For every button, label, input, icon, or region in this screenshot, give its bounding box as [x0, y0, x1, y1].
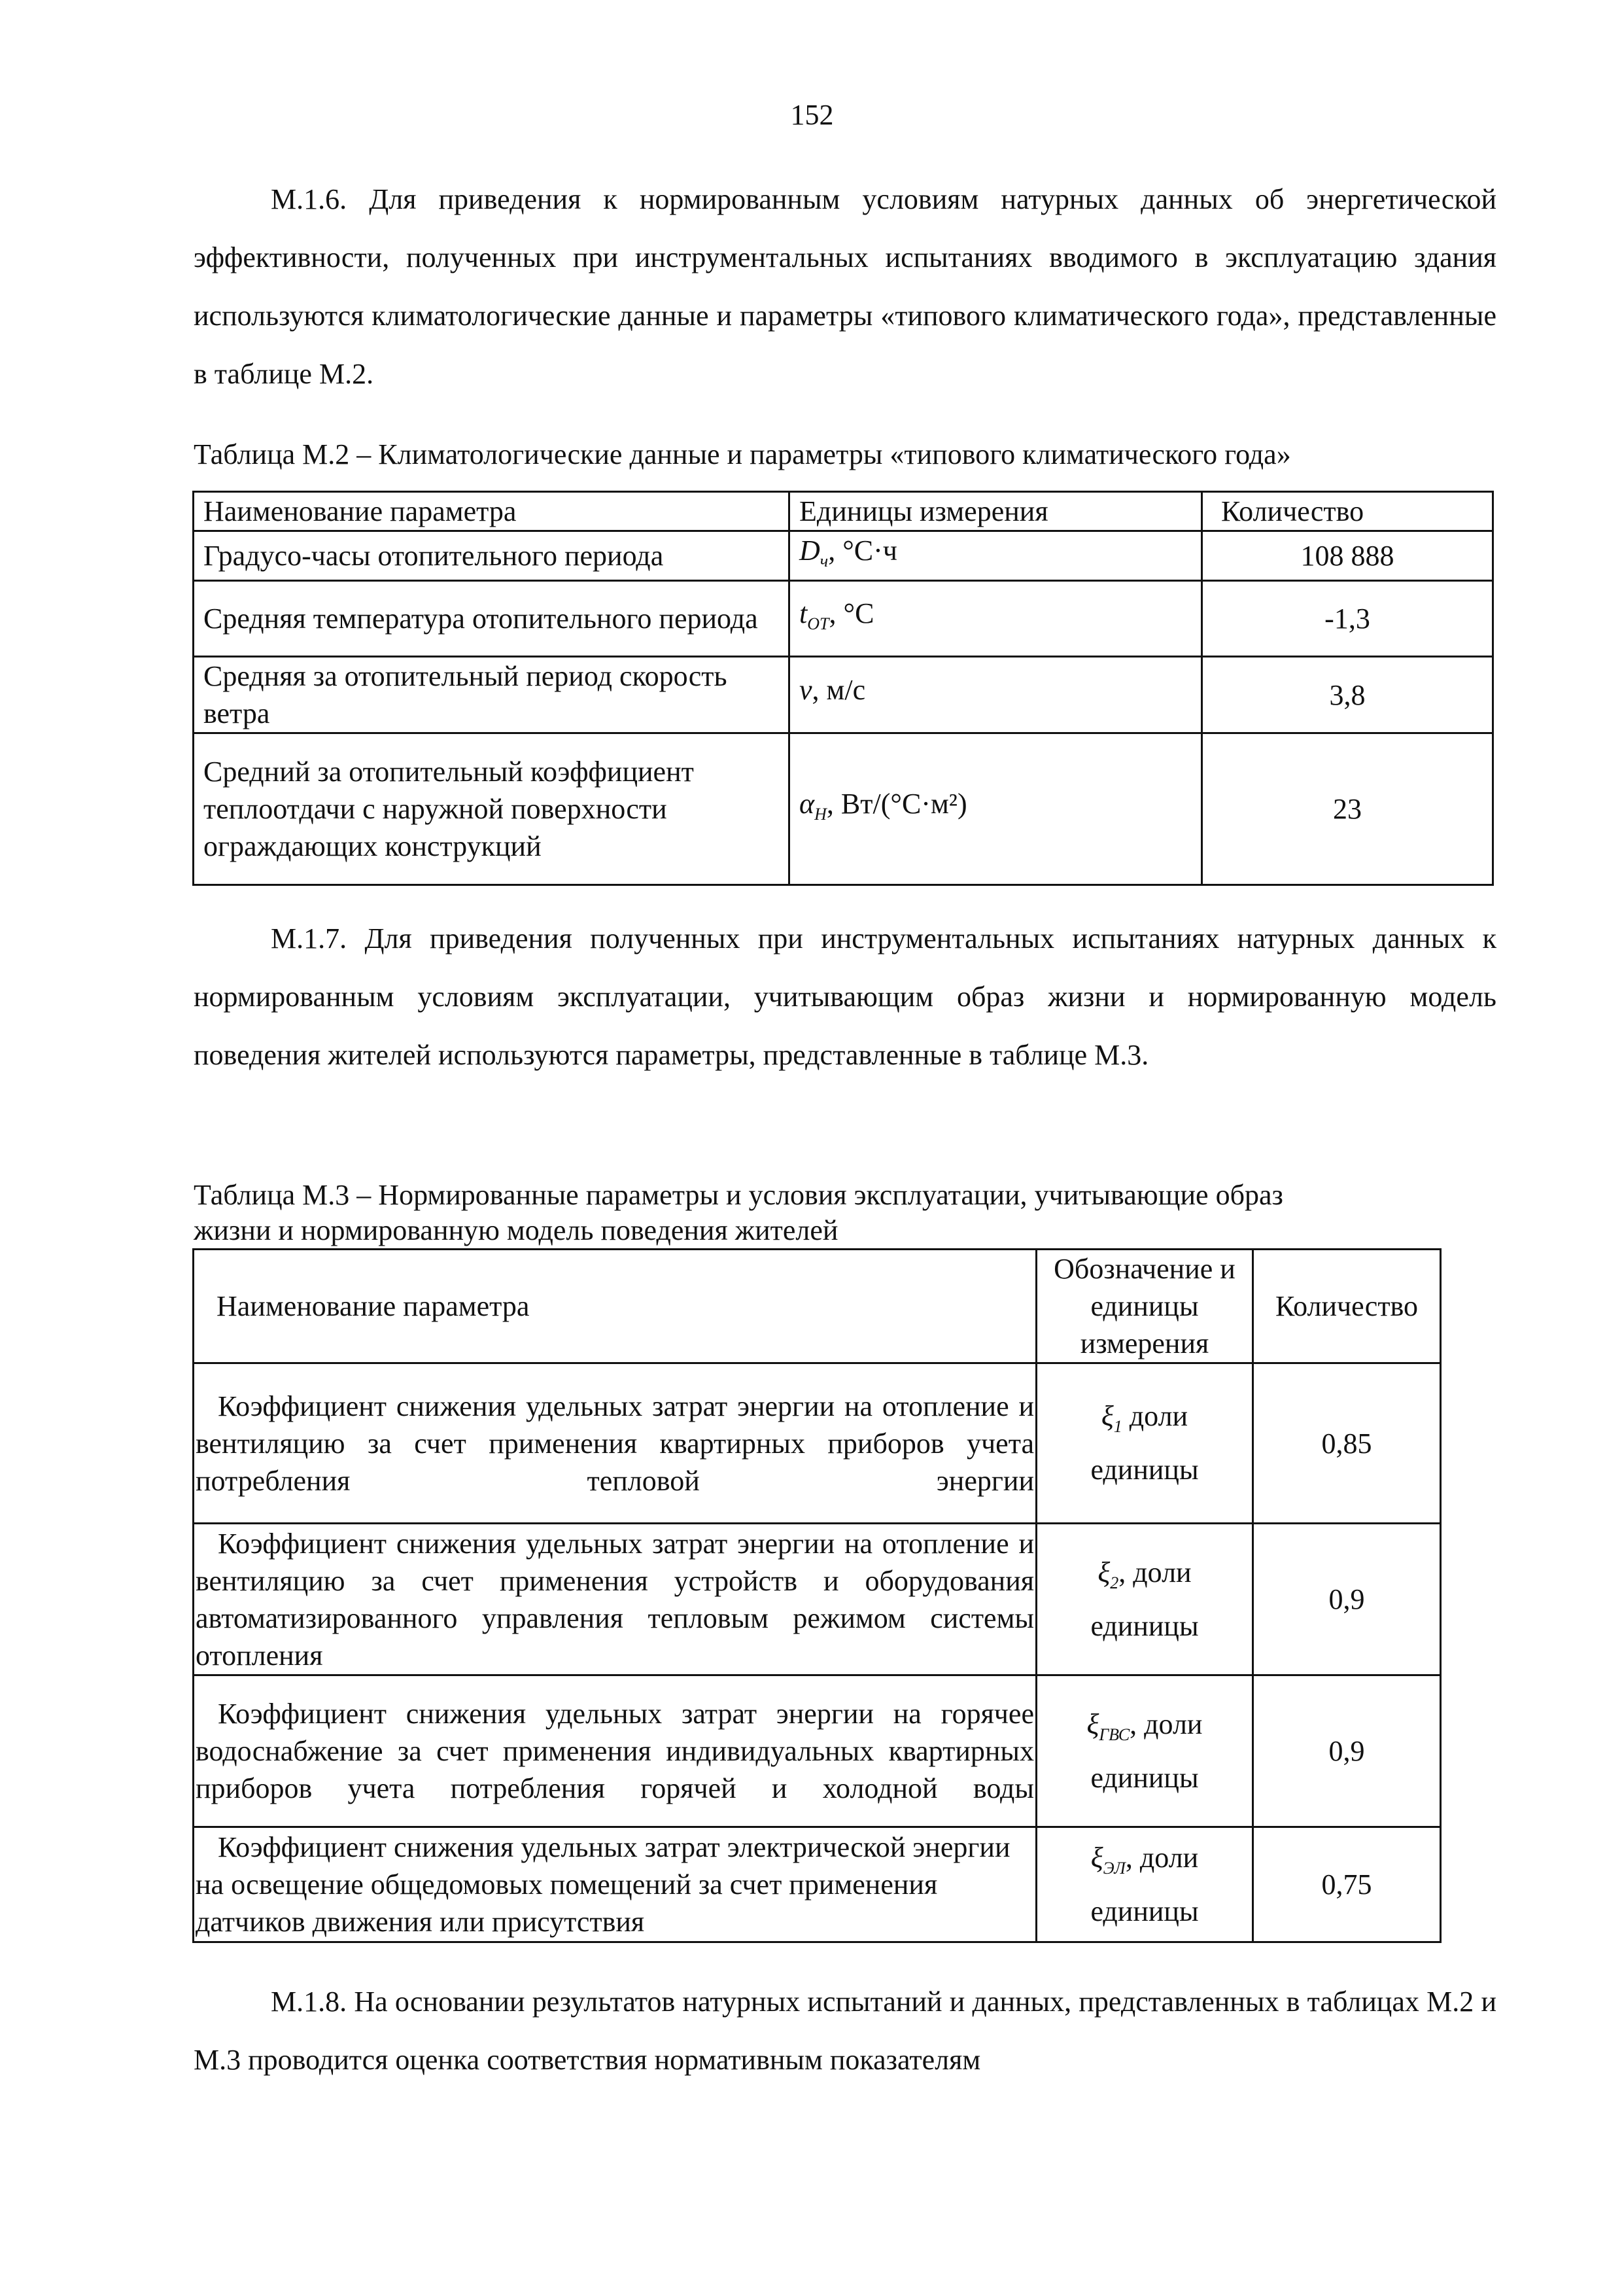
- param-name: Коэффициент снижения удельных затрат энергии на отопление и вентиляцию за счет применения квартирных приборов учета потребления тепловой энергии: [194, 1363, 1037, 1524]
- param-value: 0,9: [1253, 1524, 1441, 1675]
- table-m2: [192, 491, 1494, 886]
- param-name: Градусо-часы отопительного периода: [194, 531, 789, 581]
- paragraph-text: На основании результатов натурных испытаний и данных, представленных в таблицах М.2 и М.3 проводится оценка соответствия нормативным показателям: [194, 1986, 1497, 2076]
- header-quantity: Количество: [1253, 1250, 1441, 1363]
- unit: , доли единицы: [1090, 1708, 1203, 1794]
- param-value: 0,85: [1253, 1363, 1441, 1524]
- page-number: 152: [790, 99, 834, 131]
- table-row: [194, 581, 1493, 657]
- param-value: -1,3: [1202, 581, 1493, 657]
- clause-number: М.1.7.: [271, 922, 347, 955]
- clause-number: М.1.8.: [271, 1986, 347, 2018]
- symbol: ξ: [1090, 1841, 1103, 1874]
- param-value: 23: [1202, 733, 1493, 885]
- param-designation: [1037, 1363, 1253, 1524]
- unit: , °С: [829, 597, 874, 629]
- symbol-subscript: ч: [820, 552, 829, 570]
- symbol-subscript: 2: [1110, 1573, 1119, 1592]
- table-row: [194, 657, 1493, 733]
- paragraph-m-1-7: [194, 909, 1496, 1084]
- symbol: t: [799, 597, 808, 629]
- param-unit: [789, 531, 1202, 581]
- unit: , м/с: [812, 673, 866, 706]
- param-designation: [1037, 1827, 1253, 1942]
- table-header-row: [194, 492, 1493, 531]
- symbol-subscript: Н: [814, 805, 827, 824]
- param-unit: [789, 657, 1202, 733]
- paragraph-m-1-6: [194, 170, 1496, 403]
- param-value: 0,75: [1253, 1827, 1441, 1942]
- table-row: [194, 1675, 1441, 1827]
- header-designation: Обозначение и единицы измерения: [1037, 1250, 1253, 1363]
- symbol: ξ: [1101, 1400, 1114, 1432]
- symbol: v: [799, 673, 812, 706]
- param-value: 108 888: [1202, 531, 1493, 581]
- unit: доли единицы: [1090, 1400, 1199, 1486]
- symbol: ξ: [1086, 1708, 1099, 1740]
- unit: , доли единицы: [1090, 1556, 1199, 1642]
- param-unit: [789, 733, 1202, 885]
- table-row: [194, 1827, 1441, 1942]
- symbol-subscript: ЭЛ: [1103, 1858, 1126, 1878]
- symbol: D: [799, 534, 820, 567]
- table-row: [194, 531, 1493, 581]
- symbol-subscript: ОТ: [807, 614, 829, 633]
- paragraph-text: Для приведения полученных при инструментальных испытаниях натурных данных к нормированным условиям эксплуатации, учитывающим образ жизни и нормированную модель поведения жителей используются параметры, представленные в таблице М.3.: [194, 922, 1496, 1071]
- table-row: [194, 1524, 1441, 1675]
- table-m3-caption: [194, 1178, 1502, 1248]
- caption-line: жизни и нормированную модель поведения жителей: [194, 1214, 838, 1246]
- param-name: Средняя за отопительный период скорость ветра: [194, 657, 789, 733]
- param-name: Коэффициент снижения удельных затрат электрической энергии на освещение общедомовых помещений за счет применения датчиков движения или присутствия: [194, 1827, 1037, 1942]
- unit: , доли единицы: [1090, 1841, 1199, 1927]
- param-value: 0,9: [1253, 1675, 1441, 1827]
- header-parameter: Наименование параметра: [194, 492, 789, 531]
- table-header-row: [194, 1250, 1441, 1363]
- header-units: Единицы измерения: [789, 492, 1202, 531]
- param-name: Средний за отопительный коэффициент теплоотдачи с наружной поверхности ограждающих конструкций: [194, 733, 789, 885]
- table-m2-caption: Таблица М.2 – Климатологические данные и параметры «типового климатического года»: [194, 438, 1291, 470]
- header-quantity: Количество: [1202, 492, 1493, 531]
- param-name: Средняя температура отопительного периода: [194, 581, 789, 657]
- symbol: α: [799, 788, 815, 820]
- header-parameter: Наименование параметра: [194, 1250, 1037, 1363]
- param-value: 3,8: [1202, 657, 1493, 733]
- caption-line: Таблица М.3 – Нормированные параметры и условия эксплуатации, учитывающие образ: [194, 1179, 1283, 1211]
- table-row: [194, 1363, 1441, 1524]
- paragraph-m-1-8: [194, 1972, 1496, 2089]
- clause-number: М.1.6.: [271, 183, 347, 215]
- unit: , °С·ч: [828, 534, 897, 567]
- param-designation: [1037, 1675, 1253, 1827]
- param-unit: [789, 581, 1202, 657]
- param-designation: [1037, 1524, 1253, 1675]
- table-m3: [192, 1248, 1442, 1943]
- symbol-subscript: ГВС: [1099, 1725, 1130, 1744]
- unit: , Вт/(°С·м²): [826, 788, 967, 820]
- param-name: Коэффициент снижения удельных затрат энергии на горячее водоснабжение за счет применения индивидуальных квартирных приборов учета потребления горячей и холодной воды: [194, 1675, 1037, 1827]
- paragraph-text: Для приведения к нормированным условиям натурных данных об энергетической эффективности, полученных при инструментальных испытаниях вводимого в эксплуатацию здания используются климатологические данные и параметры «типового климатического года», представленные в таблице М.2.: [194, 183, 1497, 390]
- table-row: [194, 733, 1493, 885]
- symbol: ξ: [1097, 1556, 1111, 1588]
- symbol-subscript: 1: [1113, 1417, 1122, 1436]
- param-name: Коэффициент снижения удельных затрат энергии на отопление и вентиляцию за счет применения устройств и оборудования автоматизированного управления тепловым режимом системы отопления: [194, 1524, 1037, 1675]
